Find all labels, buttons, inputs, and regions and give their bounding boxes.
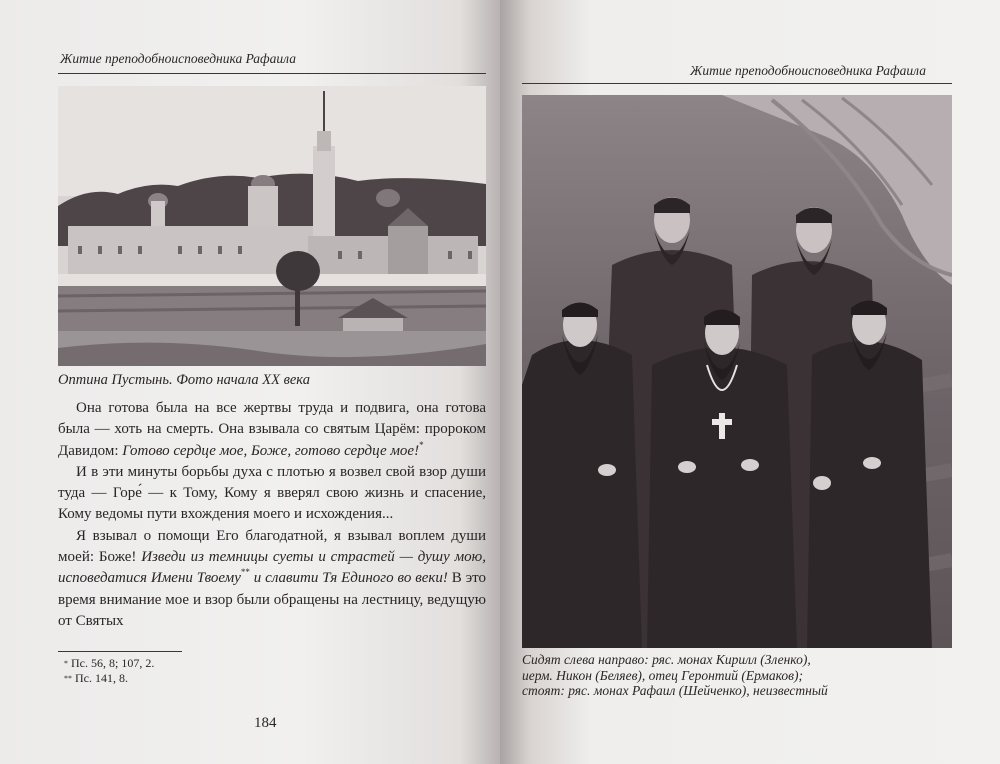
paragraph-1: Она готова была на все жертвы труда и подвига, она готова была — хоть на смерть. Она взывала со святым Царём: пророком Давидом: Готово сердце мое, Боже, готово сердце мое!* xyxy=(58,400,486,459)
paragraph-2: И в эти минуты борьбы духа с плотью я возвел свой взор души туда — Горе́ — к Тому, Кому я вверял свою жизнь и спасение, Кому ведомы пути вхождения моего и исхождения... xyxy=(58,463,486,523)
caption-line-1: Сидят слева направо: ряс. монах Кирилл (Зленко), xyxy=(522,652,811,667)
quote-2: Изведи из темницы суеты и страстей — душу мою, исповедатися Имени Твоему xyxy=(58,549,486,587)
running-head-right: Житие преподобноисповедника Рафаила xyxy=(690,63,926,78)
footnote-mark-2: ** xyxy=(240,567,250,578)
header-rule-left xyxy=(58,73,486,74)
caption-line-3: стоят: ряс. монах Рафаил (Шейченко), неизвестный xyxy=(522,683,828,698)
footnote-1: * Пс. 56, 8; 107, 2. xyxy=(64,656,155,670)
paragraph-3: Я взывал о помощи Его благодатной, я взывал воплем души моей: Боже! Изведи из темницы суеты и страстей — душу мою, исповедатися Имени Твоему** и славити Тя Единого во веки! В это время внимание мое и взор были обращены на лестницу, ведущую от Святых xyxy=(58,527,486,629)
footnote-rule xyxy=(58,651,182,652)
monastery-photo xyxy=(58,86,486,366)
header-rule-right xyxy=(522,83,952,84)
quote-1: Готово сердце мое, Боже, готово сердце мое! xyxy=(122,442,420,459)
footnote-2: ** Пс. 141, 8. xyxy=(64,671,128,685)
caption-line-2: иерм. Никон (Беляев), отец Геронтий (Ермаков); xyxy=(522,667,803,683)
right-page xyxy=(500,0,1000,764)
body-text xyxy=(58,398,486,632)
quote-3: и славити Тя Единого во веки! xyxy=(249,570,448,587)
footnotes xyxy=(64,656,154,686)
photo-caption-left: Оптина Пустынь. Фото начала XX века xyxy=(58,372,310,388)
footnote-mark-1: * xyxy=(419,439,424,450)
monks-group-photo xyxy=(522,95,952,648)
photo-caption-right xyxy=(522,652,952,699)
page-number: 184 xyxy=(254,715,277,731)
running-head-left: Житие преподобноисповедника Рафаила xyxy=(60,51,296,66)
